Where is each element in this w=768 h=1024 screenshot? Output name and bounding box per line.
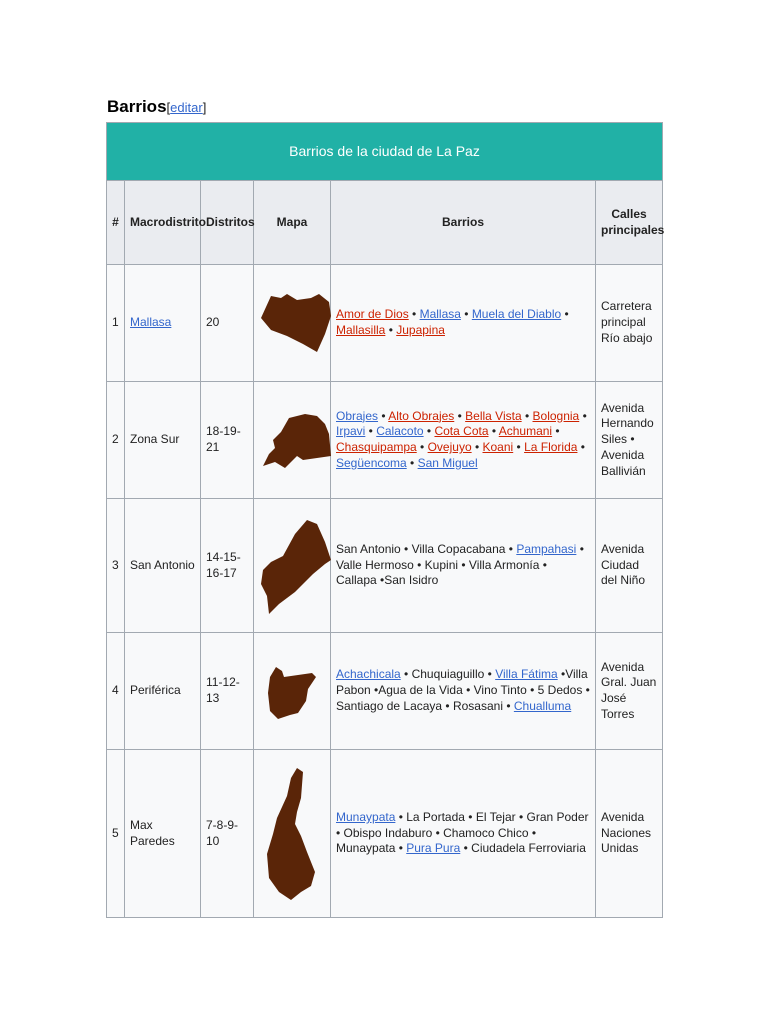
macrodistrito-map-image [259,410,331,470]
row-number: 3 [107,499,125,633]
map-cell [254,499,331,633]
separator: • [423,424,435,439]
separator: • [365,424,377,439]
header-distritos: Distritos [201,181,254,265]
barrio-link[interactable]: Cota Cota [434,424,489,439]
header-macrodistrito: Macrodistrito [125,181,201,265]
barrio-link[interactable]: Jupapina [396,323,445,337]
distritos-cell: 14-15-16-17 [201,499,254,633]
row-number: 2 [107,382,125,499]
separator: • [577,440,585,454]
separator: • [408,307,420,322]
barrio-link[interactable]: Achumani [498,424,553,439]
barrio-link[interactable]: Munaypata [336,809,396,824]
separator: • [552,424,560,439]
distritos-cell: 11-12-13 [201,633,254,750]
edit-link[interactable]: editar [170,100,203,115]
macrodistrito-cell: Max Paredes [125,750,201,918]
macrodistrito-map-image [267,768,317,900]
calles-cell: Avenida Naciones Unidas [596,750,663,918]
macrodistrito-cell: Periférica [125,633,201,750]
barrio-link[interactable]: Alto Obrajes [388,408,455,423]
barrio-link[interactable]: Obrajes [336,408,379,423]
barrios-cell [331,499,596,633]
calles-cell: Avenida Hernando Siles • Avenida Ballivián [596,382,663,499]
separator: • [561,307,569,322]
calles-cell: Avenida Ciudad del Niño [596,499,663,633]
macrodistrito-link-mallasa[interactable]: Mallasa [130,315,172,330]
table-row [107,750,663,918]
barrio-link[interactable]: Achachicala [336,667,401,682]
barrio-text: San Antonio • Villa Copacabana • [336,541,517,556]
barrios-cell [331,265,596,382]
macrodistrito-map-image [259,518,331,614]
section-heading [107,97,206,117]
map-cell [254,750,331,918]
macrodistrito-cell: San Antonio [125,499,201,633]
barrio-link[interactable]: Mallasa [419,307,461,322]
table-row [107,265,663,382]
barrio-link[interactable]: Koani [482,440,514,454]
header-mapa: Mapa [254,181,331,265]
barrio-text: • Chuquiaguillo • [400,667,496,682]
table-row [107,633,663,750]
distritos-cell: 7-8-9-10 [201,750,254,918]
map-cell [254,633,331,750]
edit-section [167,100,207,115]
macrodistrito-map-image [259,288,331,358]
barrio-link[interactable]: Amor de Dios [336,307,409,322]
barrio-link[interactable]: La Florida [524,440,578,454]
row-number: 4 [107,633,125,750]
barrio-link[interactable]: Chualluma [513,698,572,713]
row-number: 1 [107,265,125,382]
barrio-text: • La Portada • El Tejar • Gran Poder • Obispo Indaburo • Chamoco Chico • Munaypata • [336,809,589,856]
barrio-link[interactable]: Mallasilla [336,323,386,337]
macrodistrito-map-image [264,663,320,719]
barrio-text: • Valle Hermoso • Kupini • Villa Armonía • Callapa •San Isidro [336,541,584,588]
separator: • [579,408,587,423]
barrio-link[interactable]: Bolognia [532,408,580,423]
barrios-cell [331,382,596,499]
distritos-cell: 20 [201,265,254,382]
map-cell [254,265,331,382]
edit-bracket-close: ] [202,100,207,115]
separator: • [521,408,533,423]
table-caption: Barrios de la ciudad de La Paz [107,123,663,181]
table-row [107,382,663,499]
separator: • [471,440,483,454]
separator: • [513,440,525,454]
calles-cell: Avenida Gral. Juan José Torres [596,633,663,750]
separator: • [406,455,418,470]
separator: • [488,424,499,439]
header-barrios: Barrios [331,181,596,265]
row-number: 5 [107,750,125,918]
macrodistrito-cell [125,265,201,382]
separator: • [460,307,472,322]
distritos-cell: 18-19-21 [201,382,254,499]
table-row [107,499,663,633]
barrios-table [106,122,663,918]
separator: • [416,440,428,454]
barrio-link[interactable]: San Miguel [417,455,478,470]
barrio-link[interactable]: Ovejuyo [427,440,472,454]
barrio-link[interactable]: Muela del Diablo [471,307,562,322]
barrio-link[interactable]: Irpavi [336,424,366,439]
separator: • [385,323,397,337]
barrio-link[interactable]: Pura Pura [406,841,461,856]
calles-cell: Carretera principal Río abajo [596,265,663,382]
barrios-cell [331,750,596,918]
barrio-link[interactable]: Chasquipampa [336,440,417,454]
barrios-cell [331,633,596,750]
map-cell [254,382,331,499]
barrio-link[interactable]: Calacoto [376,424,424,439]
barrio-text: •Villa Pabon •Agua de la Vida • Vino Tinto • 5 Dedos • Santiago de Lacaya • Rosasani • [336,667,590,713]
separator: • [378,408,389,423]
barrio-link[interactable]: Villa Fátima [495,667,558,682]
separator: • [454,408,466,423]
barrio-link[interactable]: Següencoma [336,455,407,470]
section-title: Barrios [107,97,167,116]
macrodistrito-cell: Zona Sur [125,382,201,499]
edit-bracket-open: [ [166,100,171,115]
header-num: # [107,181,125,265]
header-calles: Calles principales [596,181,663,265]
header-row [107,181,663,265]
barrio-text: • Ciudadela Ferroviaria [460,841,586,856]
barrio-link[interactable]: Bella Vista [465,408,522,423]
barrio-link[interactable]: Pampahasi [516,541,577,556]
